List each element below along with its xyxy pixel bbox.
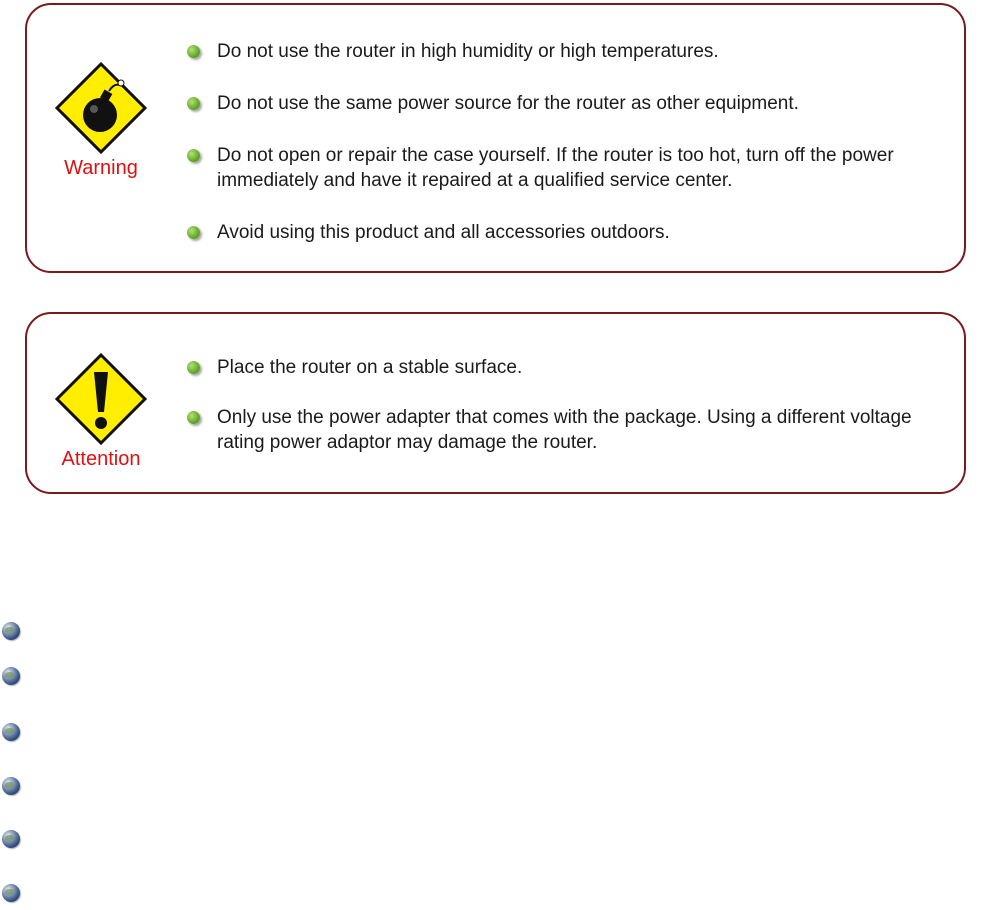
warning-caption: Warning <box>64 157 138 179</box>
green-bullet-icon <box>187 411 200 424</box>
globe-icon <box>2 884 20 902</box>
globe-icon <box>2 777 20 795</box>
attention-box <box>25 312 966 494</box>
exclamation-icon <box>54 352 148 446</box>
warning-item-text: Do not use the same power source for the router as other equipment. <box>217 93 799 114</box>
warning-item-text: Do not open or repair the case yourself. If the router is too hot, turn off the power immediately and have it repaired at a qualified service center. <box>217 145 894 191</box>
bomb-icon <box>54 61 148 155</box>
list-item <box>187 143 944 193</box>
warning-sign <box>51 61 151 180</box>
green-bullet-icon <box>187 361 200 374</box>
attention-caption: Attention <box>61 448 141 470</box>
globe-icon <box>2 723 20 741</box>
warning-item-text: Do not use the router in high humidity or high temperatures. <box>217 41 719 62</box>
list-item <box>187 405 944 455</box>
green-bullet-icon <box>187 97 200 110</box>
green-bullet-icon <box>187 45 200 58</box>
list-item <box>187 39 944 64</box>
green-bullet-icon <box>187 149 200 162</box>
warning-box <box>25 3 966 273</box>
list-item <box>187 220 944 245</box>
attention-item-text: Place the router on a stable surface. <box>217 357 523 378</box>
globe-icon <box>2 667 20 685</box>
globe-icon <box>2 830 20 848</box>
attention-item-text: Only use the power adapter that comes with the package. Using a different voltage rating power adaptor may damage the router. <box>217 407 912 453</box>
globe-icon <box>2 622 20 640</box>
attention-sign <box>51 352 151 471</box>
attention-list <box>187 355 944 480</box>
list-item <box>187 355 944 380</box>
green-bullet-icon <box>187 226 200 239</box>
warning-item-text: Avoid using this product and all accessories outdoors. <box>217 222 670 243</box>
warning-list <box>187 39 944 272</box>
list-item <box>187 91 944 116</box>
